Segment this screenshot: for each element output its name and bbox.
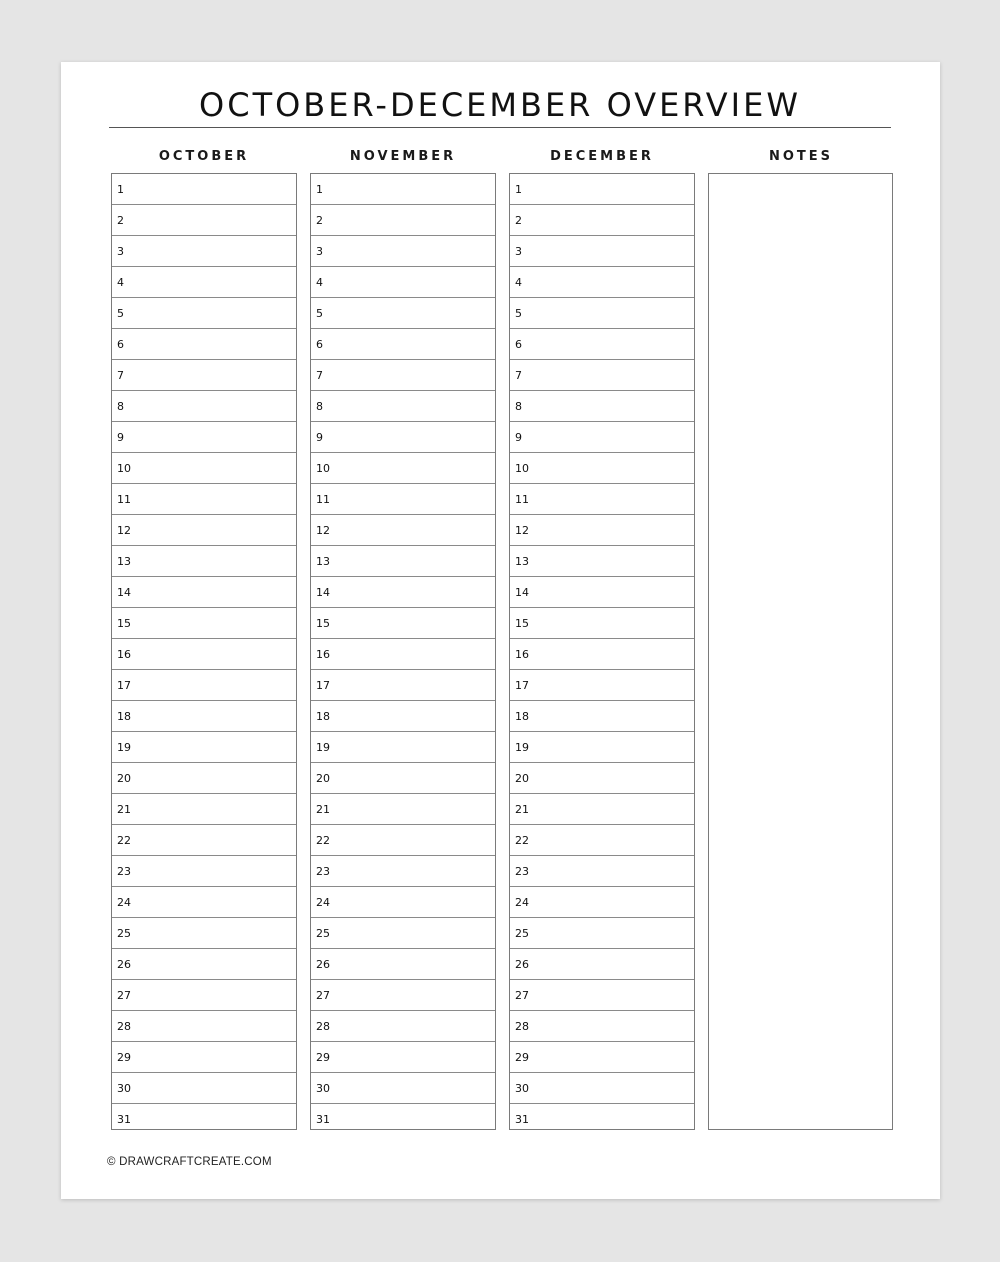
day-row[interactable] [311, 856, 495, 887]
day-row[interactable] [510, 1073, 694, 1104]
day-row[interactable] [112, 329, 296, 360]
notes-area[interactable] [708, 173, 893, 1130]
day-row[interactable] [112, 670, 296, 701]
day-row[interactable] [510, 267, 694, 298]
day-number: 12 [515, 523, 529, 537]
day-number: 11 [117, 492, 131, 506]
day-row[interactable] [112, 422, 296, 453]
day-row[interactable] [112, 267, 296, 298]
day-number: 10 [316, 461, 330, 475]
day-number: 21 [515, 802, 529, 816]
day-row[interactable] [510, 794, 694, 825]
day-row[interactable] [510, 670, 694, 701]
day-row[interactable] [112, 1042, 296, 1073]
day-row[interactable] [112, 732, 296, 763]
day-number: 23 [316, 864, 330, 878]
day-number: 1 [316, 182, 323, 196]
day-row[interactable] [311, 918, 495, 949]
day-number: 29 [316, 1050, 330, 1064]
day-row[interactable] [311, 887, 495, 918]
day-number: 11 [515, 492, 529, 506]
day-number: 9 [117, 430, 124, 444]
day-row[interactable] [311, 608, 495, 639]
day-row[interactable] [510, 949, 694, 980]
day-number: 20 [117, 771, 131, 785]
day-number: 16 [316, 647, 330, 661]
day-row[interactable] [311, 980, 495, 1011]
day-number: 8 [117, 399, 124, 413]
day-number: 14 [515, 585, 529, 599]
december-days-column [509, 173, 695, 1130]
day-row[interactable] [311, 453, 495, 484]
day-row[interactable] [311, 1073, 495, 1104]
day-number: 17 [515, 678, 529, 692]
day-number: 17 [117, 678, 131, 692]
day-number: 14 [316, 585, 330, 599]
day-number: 6 [316, 337, 323, 351]
page-title: OCTOBER-DECEMBER OVERVIEW [199, 86, 801, 124]
day-row[interactable] [311, 1104, 495, 1134]
day-row[interactable] [311, 422, 495, 453]
day-number: 24 [316, 895, 330, 909]
day-number: 27 [117, 988, 131, 1002]
day-number: 7 [515, 368, 522, 382]
day-number: 14 [117, 585, 131, 599]
day-row[interactable] [311, 329, 495, 360]
day-number: 30 [117, 1081, 131, 1095]
day-number: 27 [316, 988, 330, 1002]
day-number: 18 [515, 709, 529, 723]
day-number: 30 [316, 1081, 330, 1095]
day-row[interactable] [311, 391, 495, 422]
day-row[interactable] [112, 980, 296, 1011]
day-row[interactable] [510, 639, 694, 670]
day-row[interactable] [510, 546, 694, 577]
day-row[interactable] [510, 329, 694, 360]
day-number: 6 [117, 337, 124, 351]
day-row[interactable] [510, 484, 694, 515]
day-row[interactable] [311, 515, 495, 546]
day-row[interactable] [510, 732, 694, 763]
day-row[interactable] [112, 298, 296, 329]
day-number: 31 [117, 1112, 131, 1126]
day-row[interactable] [112, 763, 296, 794]
day-row[interactable] [112, 577, 296, 608]
day-row[interactable] [510, 1104, 694, 1134]
day-number: 26 [316, 957, 330, 971]
day-number: 2 [515, 213, 522, 227]
day-number: 16 [515, 647, 529, 661]
day-number: 1 [117, 182, 124, 196]
day-number: 12 [316, 523, 330, 537]
day-number: 23 [515, 864, 529, 878]
day-row[interactable] [112, 825, 296, 856]
day-number: 15 [117, 616, 131, 630]
day-number: 21 [117, 802, 131, 816]
day-number: 25 [117, 926, 131, 940]
day-number: 21 [316, 802, 330, 816]
day-row[interactable] [510, 577, 694, 608]
day-row[interactable] [311, 701, 495, 732]
day-row[interactable] [510, 174, 694, 205]
day-number: 12 [117, 523, 131, 537]
day-row[interactable] [112, 546, 296, 577]
day-number: 22 [117, 833, 131, 847]
day-number: 28 [316, 1019, 330, 1033]
day-row[interactable] [112, 701, 296, 732]
day-number: 26 [515, 957, 529, 971]
day-row[interactable] [112, 174, 296, 205]
day-row[interactable] [112, 484, 296, 515]
day-number: 1 [515, 182, 522, 196]
day-number: 22 [316, 833, 330, 847]
day-number: 10 [515, 461, 529, 475]
day-number: 19 [515, 740, 529, 754]
day-number: 7 [117, 368, 124, 382]
day-number: 11 [316, 492, 330, 506]
day-number: 27 [515, 988, 529, 1002]
day-row[interactable] [510, 763, 694, 794]
day-row[interactable] [112, 949, 296, 980]
day-row[interactable] [311, 205, 495, 236]
day-number: 29 [117, 1050, 131, 1064]
day-number: 28 [117, 1019, 131, 1033]
day-number: 18 [117, 709, 131, 723]
day-row[interactable] [510, 918, 694, 949]
day-number: 9 [515, 430, 522, 444]
day-row[interactable] [112, 360, 296, 391]
november-header: NOVEMBER [349, 149, 457, 164]
day-row[interactable] [311, 267, 495, 298]
day-number: 5 [117, 306, 124, 320]
day-number: 4 [316, 275, 323, 289]
day-number: 30 [515, 1081, 529, 1095]
day-number: 3 [316, 244, 323, 258]
day-row[interactable] [311, 794, 495, 825]
day-row[interactable] [112, 918, 296, 949]
day-row[interactable] [311, 484, 495, 515]
november-days-column [310, 173, 496, 1130]
day-number: 22 [515, 833, 529, 847]
day-row[interactable] [112, 794, 296, 825]
day-row[interactable] [311, 174, 495, 205]
notes-header: NOTES [768, 149, 834, 164]
day-number: 23 [117, 864, 131, 878]
day-row[interactable] [112, 887, 296, 918]
october-header: OCTOBER [158, 149, 250, 164]
december-header: DECEMBER [550, 149, 654, 164]
day-row[interactable] [112, 1011, 296, 1042]
day-row[interactable] [510, 856, 694, 887]
day-number: 2 [117, 213, 124, 227]
day-row[interactable] [311, 298, 495, 329]
day-row[interactable] [112, 515, 296, 546]
day-row[interactable] [311, 825, 495, 856]
day-number: 26 [117, 957, 131, 971]
day-number: 17 [316, 678, 330, 692]
day-number: 19 [316, 740, 330, 754]
day-row[interactable] [311, 546, 495, 577]
day-number: 8 [515, 399, 522, 413]
day-row[interactable] [510, 205, 694, 236]
day-number: 31 [515, 1112, 529, 1126]
day-row[interactable] [311, 639, 495, 670]
day-number: 13 [316, 554, 330, 568]
day-row[interactable] [510, 453, 694, 484]
day-number: 25 [515, 926, 529, 940]
day-row[interactable] [510, 1042, 694, 1073]
day-row[interactable] [311, 236, 495, 267]
day-row[interactable] [510, 980, 694, 1011]
day-number: 13 [515, 554, 529, 568]
day-number: 28 [515, 1019, 529, 1033]
day-number: 31 [316, 1112, 330, 1126]
day-row[interactable] [510, 422, 694, 453]
day-number: 15 [316, 616, 330, 630]
day-row[interactable] [112, 1073, 296, 1104]
day-number: 10 [117, 461, 131, 475]
october-days-column [111, 173, 297, 1130]
day-row[interactable] [112, 608, 296, 639]
day-number: 19 [117, 740, 131, 754]
copyright-footer: © DRAWCRAFTCREATE.COM [107, 1156, 272, 1168]
day-number: 9 [316, 430, 323, 444]
day-row[interactable] [311, 1011, 495, 1042]
day-number: 25 [316, 926, 330, 940]
day-row[interactable] [510, 236, 694, 267]
day-number: 20 [316, 771, 330, 785]
day-row[interactable] [112, 236, 296, 267]
day-number: 5 [515, 306, 522, 320]
day-row[interactable] [311, 949, 495, 980]
day-number: 29 [515, 1050, 529, 1064]
day-number: 2 [316, 213, 323, 227]
day-row[interactable] [510, 515, 694, 546]
day-row[interactable] [510, 298, 694, 329]
day-row[interactable] [510, 887, 694, 918]
day-row[interactable] [510, 825, 694, 856]
day-number: 7 [316, 368, 323, 382]
day-number: 5 [316, 306, 323, 320]
title-divider [109, 127, 891, 128]
day-row[interactable] [311, 763, 495, 794]
day-number: 18 [316, 709, 330, 723]
day-row[interactable] [311, 732, 495, 763]
day-row[interactable] [112, 1104, 296, 1134]
day-row[interactable] [510, 391, 694, 422]
day-row[interactable] [311, 670, 495, 701]
day-number: 4 [117, 275, 124, 289]
day-number: 24 [117, 895, 131, 909]
day-number: 24 [515, 895, 529, 909]
day-row[interactable] [510, 701, 694, 732]
day-row[interactable] [311, 577, 495, 608]
day-row[interactable] [112, 639, 296, 670]
day-number: 4 [515, 275, 522, 289]
day-number: 8 [316, 399, 323, 413]
day-row[interactable] [510, 360, 694, 391]
day-number: 3 [515, 244, 522, 258]
day-row[interactable] [311, 1042, 495, 1073]
day-number: 6 [515, 337, 522, 351]
day-row[interactable] [112, 391, 296, 422]
day-number: 13 [117, 554, 131, 568]
day-row[interactable] [311, 360, 495, 391]
day-row[interactable] [510, 608, 694, 639]
day-row[interactable] [112, 856, 296, 887]
day-number: 15 [515, 616, 529, 630]
day-number: 20 [515, 771, 529, 785]
day-number: 3 [117, 244, 124, 258]
day-row[interactable] [112, 205, 296, 236]
day-number: 16 [117, 647, 131, 661]
day-row[interactable] [510, 1011, 694, 1042]
day-row[interactable] [112, 453, 296, 484]
